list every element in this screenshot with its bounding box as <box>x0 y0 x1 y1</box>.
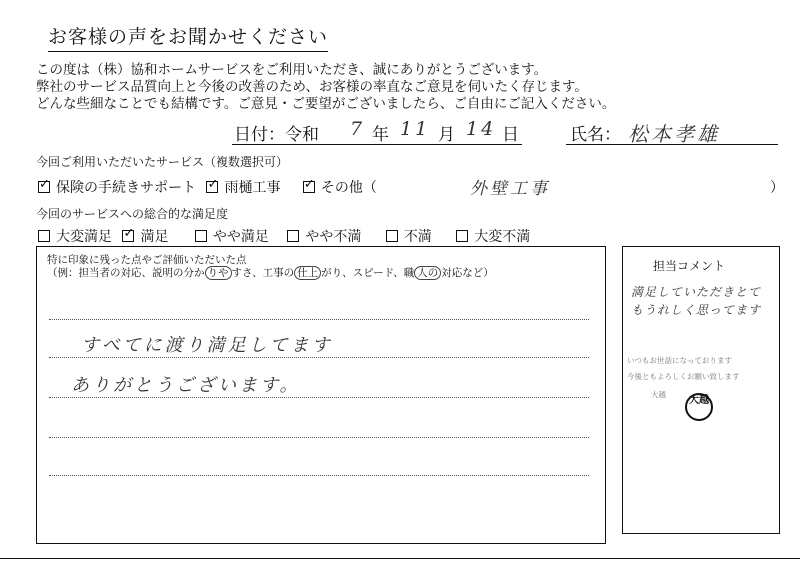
staff-comment-panel <box>622 246 780 534</box>
date-day-unit: 日 <box>502 125 519 145</box>
name-value[interactable]: 松本孝雄 <box>628 122 720 146</box>
checkbox-other[interactable] <box>303 181 315 193</box>
impressions-answer-line-2[interactable]: ありがとうございます。 <box>71 375 301 396</box>
date-underline <box>232 144 522 145</box>
intro-line-1: この度は（株）協和ホームサービスをご利用いただき、誠にありがとうございます。 <box>36 62 548 78</box>
satisfaction-option-satisfied[interactable]: ✓ 満足 <box>122 229 168 245</box>
intro-text <box>36 62 615 113</box>
impressions-panel <box>36 246 606 544</box>
satisfaction-option-dissatisfied[interactable]: 不満 <box>386 229 432 245</box>
service-option-insurance[interactable]: ✓保険の手続きサポート <box>38 180 196 196</box>
answer-line <box>49 357 589 358</box>
name-underline <box>566 144 778 145</box>
checkbox-dissatisfied[interactable] <box>386 230 398 242</box>
name-label: 氏名： <box>570 125 621 145</box>
checkbox-somewhat-satisfied[interactable] <box>195 230 207 242</box>
impressions-heading: 特に印象に残った点やご評価いただいた点 <box>47 254 247 266</box>
checkbox-satisfied[interactable] <box>122 230 134 242</box>
answer-line <box>49 437 589 438</box>
service-option-gutter[interactable]: ✓ 雨樋工事 <box>206 180 280 196</box>
satisfaction-option-somewhat-dissatisfied[interactable]: やや不満 <box>287 229 361 245</box>
intro-line-3: どんな些細なことでも結構です。ご意見・ご要望がございましたら、ご自由にご記入ください。 <box>36 96 616 112</box>
impressions-answer-line-1[interactable]: すべてに渡り満足してます <box>81 335 333 356</box>
date-year-unit: 年 <box>372 125 389 145</box>
bottom-border <box>0 558 800 559</box>
impressions-example: （例：担当者の対応、説明の分か りや すさ、工事の 仕上 がり、スピード、職 人の 対応など） <box>47 267 494 279</box>
answer-line <box>49 319 589 320</box>
staff-faint-line-3: 大越 <box>651 390 666 399</box>
satisfaction-label: 今回のサービスへの総合的な満足度 <box>36 207 229 221</box>
staff-comment-line-1: 満足していただきとて <box>631 285 762 299</box>
checkbox-gutter[interactable] <box>206 181 218 193</box>
checkbox-insurance[interactable] <box>38 181 50 193</box>
services-row <box>38 177 377 197</box>
staff-comment-line-2: もうれしく思ってます <box>631 303 762 317</box>
form-title: お客様の声をお聞かせください <box>48 22 328 52</box>
answer-line <box>49 397 589 398</box>
checkbox-somewhat-dissatisfied[interactable] <box>287 230 299 242</box>
satisfaction-option-very-dissatisfied[interactable]: 大変不満 <box>456 229 530 245</box>
staff-comment-heading: 担当コメント <box>653 259 726 273</box>
service-other-value[interactable]: 外壁工事 <box>470 179 550 199</box>
services-close-paren: ） <box>770 180 784 196</box>
staff-stamp: 大越 <box>685 393 713 421</box>
staff-faint-line-1: いつもお世話になっております <box>627 356 732 365</box>
services-label: 今回ご利用いただいたサービス（複数選択可） <box>36 155 289 169</box>
date-month-unit: 月 <box>438 125 455 145</box>
service-option-other[interactable]: ✓ その他（ <box>303 180 377 196</box>
satisfaction-option-very-satisfied[interactable]: 大変満足 <box>38 229 112 245</box>
satisfaction-row <box>38 226 530 246</box>
intro-line-2: 弊社のサービス品質向上と今後の改善のため、お客様の率直なご意見を伺いたく存じます。 <box>36 79 588 95</box>
staff-faint-line-2: 今後ともよろしくお願い致します <box>627 372 740 381</box>
date-month-value[interactable]: 11 <box>400 118 431 140</box>
checkbox-very-satisfied[interactable] <box>38 230 50 242</box>
answer-line <box>49 475 589 476</box>
satisfaction-option-somewhat-satisfied[interactable]: やや満足 <box>195 229 269 245</box>
date-year-value[interactable]: 7 <box>350 118 366 140</box>
date-label: 日付：令和 <box>234 125 319 145</box>
date-day-value[interactable]: 14 <box>466 118 497 140</box>
checkbox-very-dissatisfied[interactable] <box>456 230 468 242</box>
